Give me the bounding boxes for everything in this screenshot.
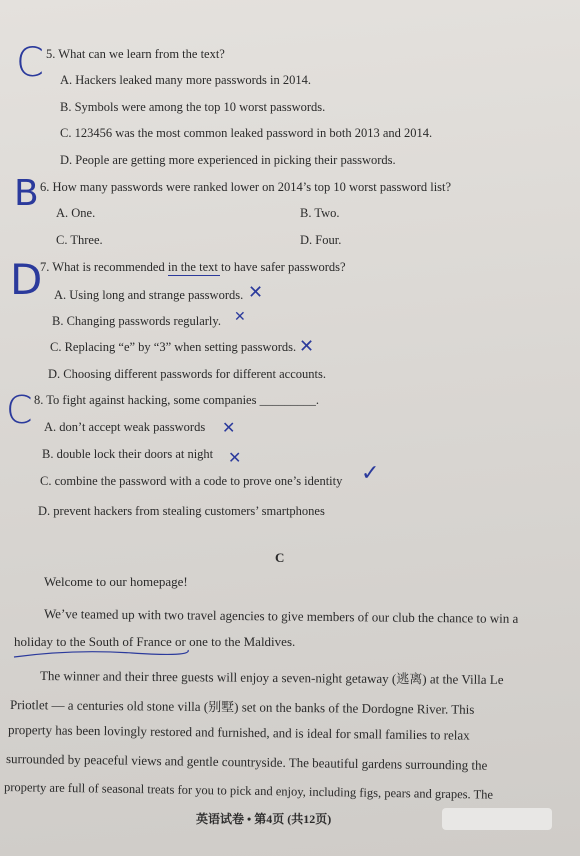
question-6-stem: 6. How many passwords were ranked lower on 2014’s top 10 worst password list?: [40, 180, 452, 194]
question-8-stem: 8. To fight against hacking, some companies _________.: [34, 393, 319, 407]
question-8-option-c: C. combine the password with a code to prove one’s identity: [40, 474, 343, 488]
question-6-option-a: A. One.: [56, 206, 96, 220]
section-letter: C: [275, 550, 285, 565]
question-7-option-c: C. Replacing “e” by “3” when setting passwords.: [50, 340, 297, 354]
question-7-stem: 7. What is recommended in the text to have safer passwords?: [40, 260, 346, 274]
question-6-option-c: C. Three.: [56, 233, 103, 247]
question-8-option-d: D. prevent hackers from stealing customers’ smartphones: [38, 504, 325, 518]
question-6-option-b: B. Two.: [300, 206, 340, 220]
question-8-option-a: A. don’t accept weak passwords: [44, 420, 206, 434]
homepage-greeting: Welcome to our homepage!: [44, 574, 188, 589]
question-7-option-a: A. Using long and strange passwords.: [54, 288, 244, 302]
question-7-option-d: D. Choosing different passwords for different accounts.: [48, 367, 326, 381]
question-5-option-b: B. Symbols were among the top 10 worst passwords.: [60, 100, 326, 114]
cross-mark-q7a: ✕: [248, 282, 264, 303]
paragraph-1-line-2: holiday to the South of France or one to the Maldives.: [14, 634, 296, 649]
answer-mark-q6: B: [14, 173, 39, 214]
question-7-option-b: B. Changing passwords regularly.: [52, 314, 221, 328]
question-8-option-b: B. double lock their doors at night: [42, 447, 214, 461]
answer-mark-q5: C: [16, 40, 44, 86]
handwritten-underline: [12, 647, 192, 661]
paragraph-2-line-2: Priotlet — a centuries old stone villa (别墅) set on the banks of the Dordogne River. This: [9, 697, 475, 717]
cross-mark-q8b: ✕: [228, 448, 242, 467]
paragraph-1-line-1: We’ve teamed up with two travel agencies to give members of our club the chance to win a: [43, 606, 519, 626]
cross-mark-q7c: ✕: [299, 336, 315, 357]
cross-mark-q7b: ✕: [234, 309, 246, 325]
paragraph-2-line-5: property are full of seasonal treats for you to pick and enjoy, including figs, pears and grapes. The: [3, 780, 494, 802]
answer-mark-q7: D: [10, 255, 43, 304]
question-6-option-d: D. Four.: [300, 233, 342, 247]
cross-mark-q8a: ✕: [222, 418, 236, 437]
underline-in-the-text: [168, 275, 220, 276]
watermark-blur: [442, 808, 552, 830]
question-5-option-d: D. People are getting more experienced in picking their passwords.: [60, 153, 396, 167]
question-5-option-a: A. Hackers leaked many more passwords in 2014.: [60, 73, 311, 87]
page-footer: 英语试卷 • 第4页 (共12页): [196, 812, 332, 826]
answer-mark-q8: C: [6, 388, 33, 432]
paragraph-2-line-1: The winner and their three guests will enjoy a seven-night getaway (逃离) at the Villa Le: [39, 668, 504, 688]
question-5-option-c: C. 123456 was the most common leaked password in both 2013 and 2014.: [60, 126, 433, 140]
question-5-stem: 5. What can we learn from the text?: [46, 47, 225, 61]
paragraph-2-line-3: property has been lovingly restored and furnished, and is ideal for small families to relax: [7, 722, 470, 743]
check-mark-q8c: ✓: [361, 461, 380, 486]
paragraph-2-line-4: surrounded by peaceful views and gentle countryside. The beautiful gardens surrounding the: [5, 751, 488, 773]
